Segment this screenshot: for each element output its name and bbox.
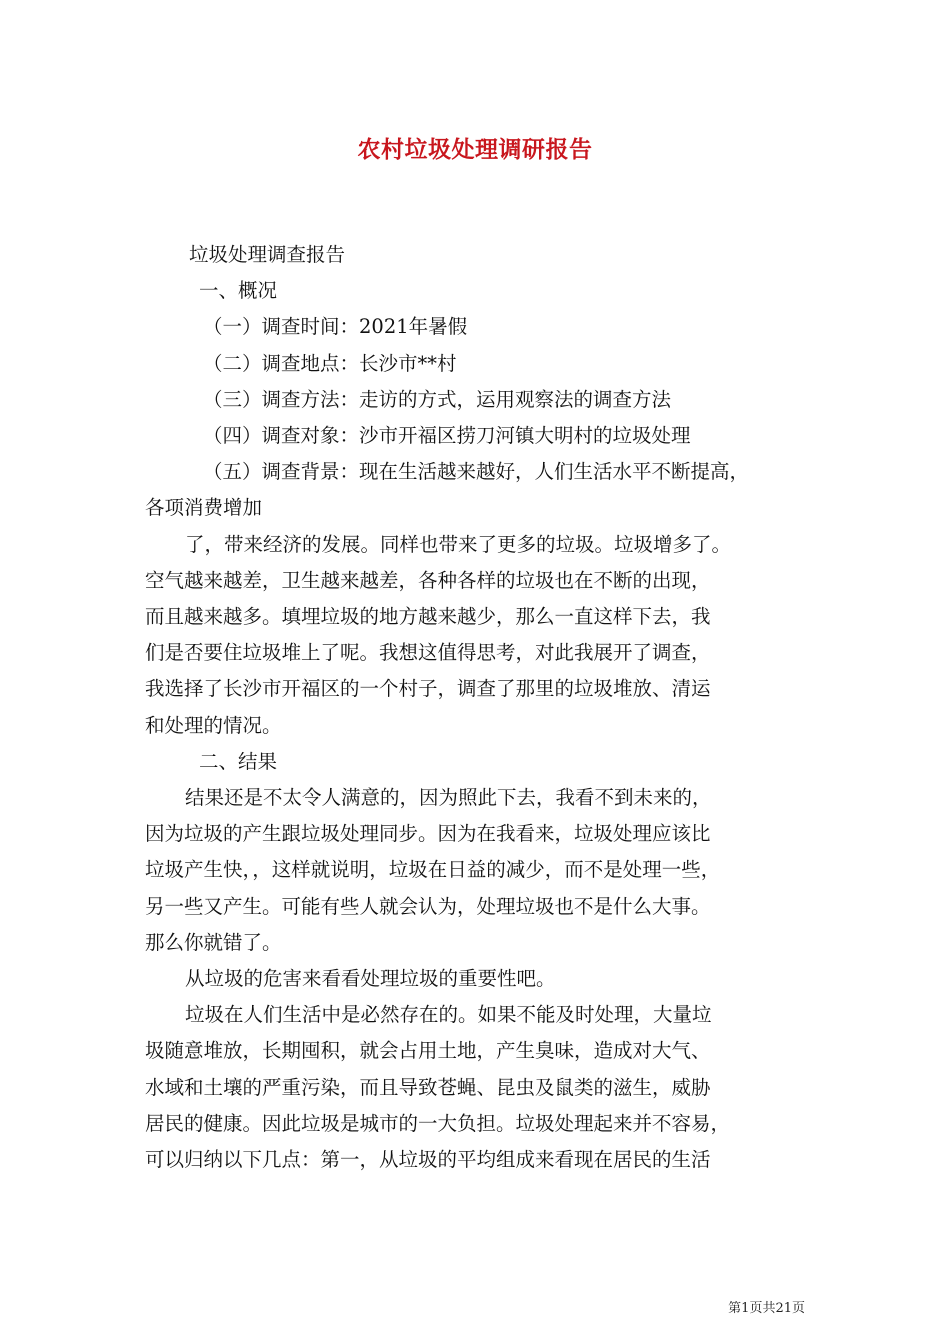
paragraph-line: 和处理的情况。 xyxy=(145,713,282,737)
overview-item-time: （一）调查时间：2021年暑假 xyxy=(203,315,468,339)
paragraph-line: 可以归纳以下几点：第一，从垃圾的平均组成来看现在居民的生活 xyxy=(145,1148,711,1172)
page-title: 农村垃圾处理调研报告 xyxy=(357,136,593,163)
paragraph-line: 结果还是不太令人满意的，因为照此下去，我看不到未来的， xyxy=(185,786,712,810)
section-heading-overview: 一、概况 xyxy=(199,279,278,303)
paragraph-line: 们是否要住垃圾堆上了呢。我想这值得思考，对此我展开了调查， xyxy=(145,641,711,665)
paragraph-line: 那么你就错了。 xyxy=(145,930,282,954)
paragraph-line: 因为垃圾的产生跟垃圾处理同步。因为在我看来，垃圾处理应该比 xyxy=(145,822,711,846)
paragraph-line: 圾随意堆放，长期囤积，就会占用土地，产生臭味，造成对大气、 xyxy=(145,1039,711,1063)
paragraph-line: 从垃圾的危害来看看处理垃圾的重要性吧。 xyxy=(185,967,556,991)
overview-item-location: （二）调查地点：长沙市**村 xyxy=(203,351,457,375)
paragraph-line: 空气越来越差，卫生越来越差，各种各样的垃圾也在不断的出现， xyxy=(145,568,711,592)
page-number: 第1页共21页 xyxy=(728,1301,805,1316)
paragraph-line: 另一些又产生。可能有些人就会认为，处理垃圾也不是什么大事。 xyxy=(145,894,711,918)
paragraph-line: 各项消费增加 xyxy=(145,496,263,520)
overview-item-method: （三）调查方法：走访的方式，运用观察法的调查方法 xyxy=(203,387,672,411)
paragraph-line: 而且越来越多。填埋垃圾的地方越来越少，那么一直这样下去，我 xyxy=(145,605,711,629)
document-body xyxy=(145,237,815,1178)
paragraph-line: 我选择了长沙市开福区的一个村子，调查了那里的垃圾堆放、清运 xyxy=(145,677,711,701)
paragraph-line: 了，带来经济的发展。同样也带来了更多的垃圾。垃圾增多了。 xyxy=(185,532,732,556)
section-heading-results: 二、结果 xyxy=(199,749,278,773)
overview-item-background: （五）调查背景：现在生活越来越好，人们生活水平不断提高， xyxy=(203,460,750,484)
overview-item-subject: （四）调查对象：沙市开福区捞刀河镇大明村的垃圾处理 xyxy=(203,424,691,448)
paragraph-line: 垃圾产生快，，这样就说明，垃圾在日益的减少，而不是处理一些， xyxy=(145,858,721,882)
paragraph-line: 垃圾在人们生活中是必然存在的。如果不能及时处理，大量垃 xyxy=(185,1003,712,1027)
paragraph-line: 水域和土壤的严重污染，而且导致苍蝇、昆虫及鼠类的滋生，威胁 xyxy=(145,1075,711,1099)
paragraph-line: 居民的健康。因此垃圾是城市的一大负担。垃圾处理起来并不容易， xyxy=(145,1111,731,1135)
subtitle-line: 垃圾处理调查报告 xyxy=(189,243,346,266)
